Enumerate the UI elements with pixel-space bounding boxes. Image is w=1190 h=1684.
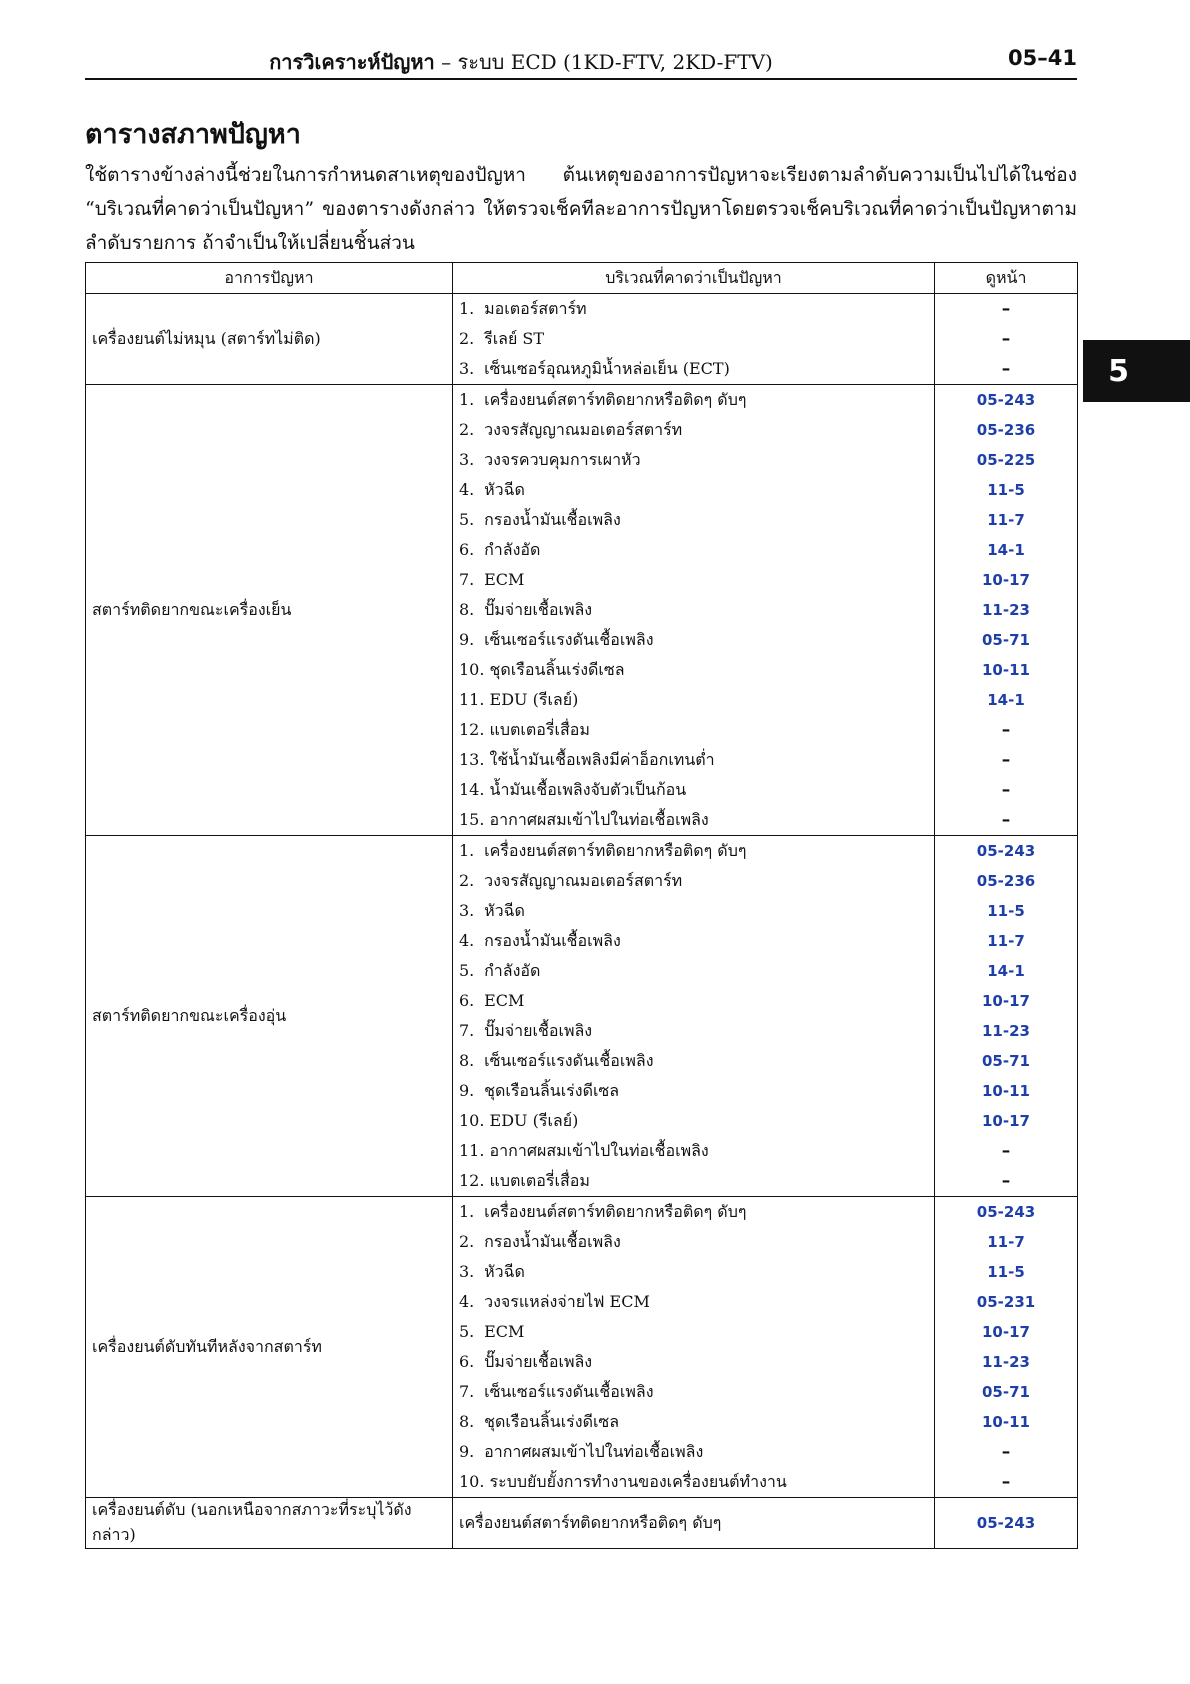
suspect-area-text: ชุดเรือนลิ้นเร่งดีเซล <box>484 1412 620 1431</box>
item-number: 12. <box>459 720 485 739</box>
symptom-cell: สตาร์ทติดยากขณะเครื่องอุ่น <box>86 836 453 1197</box>
suspect-area-item <box>453 535 934 565</box>
page-reference-link[interactable]: 11-7 <box>987 1233 1025 1251</box>
symptom-cell: เครื่องยนต์ไม่หมุน (สตาร์ทไม่ติด) <box>86 294 453 385</box>
suspect-area-list <box>453 1197 934 1497</box>
suspect-area-text: วงจรควบคุมการเผาหัว <box>484 450 641 469</box>
page-reference-link[interactable]: 05-71 <box>982 1052 1030 1070</box>
header-title <box>85 46 957 78</box>
suspect-area-text: EDU (รีเลย์) <box>489 1111 579 1130</box>
suspect-area-text: ECM <box>484 991 525 1010</box>
page-reference-link[interactable]: 05-71 <box>982 631 1030 649</box>
page-reference-link[interactable]: 05-236 <box>976 421 1036 439</box>
page-reference-link[interactable]: 14-1 <box>987 691 1025 709</box>
item-number: 9. <box>459 1442 475 1461</box>
suspect-area-text: แบตเตอรี่เสื่อม <box>489 1171 590 1190</box>
suspect-area-item <box>453 625 934 655</box>
suspect-area-text: อากาศผสมเข้าไปในท่อเชื้อเพลิง <box>484 1442 704 1461</box>
table-row <box>86 385 1078 836</box>
suspect-area-text: อากาศผสมเข้าไปในท่อเชื้อเพลิง <box>489 810 709 829</box>
suspect-area-item <box>453 1106 934 1136</box>
header-title-rest: – ระบบ ECD (1KD-FTV, 2KD-FTV) <box>434 50 773 74</box>
item-number: 8. <box>459 600 475 619</box>
suspect-area-text: ชุดเรือนลิ้นเร่งดีเซล <box>489 660 625 679</box>
suspect-area-item <box>453 775 934 805</box>
item-number: 2. <box>459 1232 475 1251</box>
page-reference-none: – <box>1001 1472 1011 1492</box>
suspect-area-item <box>453 475 934 505</box>
item-number: 4. <box>459 931 475 950</box>
header-suspect-area: บริเวณที่คาดว่าเป็นปัญหา <box>453 263 935 294</box>
see-page-list <box>935 294 1077 384</box>
see-page-cell <box>935 1498 1078 1549</box>
suspect-area-text: ชุดเรือนลิ้นเร่งดีเซล <box>484 1081 620 1100</box>
item-number: 6. <box>459 1352 475 1371</box>
item-number: 7. <box>459 1382 475 1401</box>
item-number: 8. <box>459 1051 475 1070</box>
item-number: 11. <box>459 690 485 709</box>
intro-paragraph <box>85 158 1077 260</box>
suspect-area-text: ECM <box>484 570 525 589</box>
symptom-cell: สตาร์ทติดยากขณะเครื่องเย็น <box>86 385 453 836</box>
see-page-cell <box>935 1197 1078 1498</box>
intro-text: ใช้ตารางข้างล่างนี้ช่วยในการกำหนดสาเหตุของปัญหา ต้นเหตุของอาการปัญหาจะเรียงตามลำดับความเป็นไปได้ในช่อง “บริเวณที่คาดว่าเป็นปัญหา” ของตารางดังกล่าว ให้ตรวจเช็คทีละอาการปัญหาโดยตรวจเช็คบริเวณที่คาดว่าเป็นปัญหาตามลำดับรายการ ถ้าจำเป็นให้เปลี่ยนชิ้นส่วน <box>85 164 1077 254</box>
suspect-area-item <box>453 1166 934 1196</box>
page-reference-link[interactable]: 11-5 <box>987 1263 1025 1281</box>
item-number: 2. <box>459 871 475 890</box>
suspect-area-text: EDU (รีเลย์) <box>489 690 579 709</box>
item-number: 9. <box>459 1081 475 1100</box>
suspect-area-text: หัวฉีด <box>484 1262 525 1281</box>
suspect-area-item <box>453 385 934 415</box>
page-reference-link[interactable]: 11-5 <box>987 902 1025 920</box>
section-title: ตารางสภาพปัญหา <box>85 119 301 150</box>
item-number: 1. <box>459 390 475 409</box>
suspect-area-text: ระบบยับยั้งการทำงานของเครื่องยนต์ทำงาน <box>489 1472 787 1491</box>
item-number: 5. <box>459 1322 475 1341</box>
item-number: 8. <box>459 1412 475 1431</box>
suspect-area-item <box>453 415 934 445</box>
suspect-area-cell <box>453 1498 935 1549</box>
suspect-area-cell <box>453 1197 935 1498</box>
page-reference-link[interactable]: 05-71 <box>982 1383 1030 1401</box>
page-reference-none: – <box>1001 1171 1011 1191</box>
page-reference-link[interactable]: 10-17 <box>982 1112 1030 1130</box>
suspect-area-text: ใช้น้ำมันเชื้อเพลิงมีค่าอ็อกเทนต่ำ <box>489 750 715 769</box>
page-number: 05–41 <box>1008 46 1077 70</box>
page-reference-link[interactable]: 11-23 <box>982 601 1030 619</box>
symptom-table <box>85 262 1078 1549</box>
suspect-area-item <box>453 1046 934 1076</box>
page-reference-link[interactable]: 10-11 <box>982 1413 1030 1431</box>
page-reference-link[interactable]: 11-5 <box>987 481 1025 499</box>
suspect-area-list <box>453 294 934 384</box>
page-reference-link[interactable]: 05-243 <box>976 842 1036 860</box>
header-title-bold: การวิเคราะห์ปัญหา <box>269 50 435 74</box>
page-reference-link[interactable]: 10-17 <box>982 1323 1030 1341</box>
item-number: 4. <box>459 480 475 499</box>
header-symptom: อาการปัญหา <box>86 263 453 294</box>
item-number: 9. <box>459 630 475 649</box>
item-number: 7. <box>459 1021 475 1040</box>
suspect-area-item <box>453 1407 934 1437</box>
suspect-area-text: แบตเตอรี่เสื่อม <box>489 720 590 739</box>
table-row <box>86 836 1078 1197</box>
item-number: 4. <box>459 1292 475 1311</box>
page-reference-none: – <box>1001 780 1011 800</box>
suspect-area-text: กำลังอัด <box>484 540 541 559</box>
page-reference-none: – <box>1001 720 1011 740</box>
item-number: 3. <box>459 1262 475 1281</box>
suspect-area-list <box>453 836 934 1196</box>
suspect-area-item <box>453 1347 934 1377</box>
see-page-list <box>935 385 1077 835</box>
page-reference-link[interactable]: 10-11 <box>982 661 1030 679</box>
item-number: 2. <box>459 329 475 348</box>
suspect-area-item <box>453 745 934 775</box>
suspect-area-text: วงจรสัญญาณมอเตอร์สตาร์ท <box>484 871 683 890</box>
item-number: 5. <box>459 510 475 529</box>
suspect-area-item <box>453 1076 934 1106</box>
page-reference-link[interactable]: 05-236 <box>976 872 1036 890</box>
suspect-area-cell <box>453 385 935 836</box>
suspect-area-text: กรองน้ำมันเชื้อเพลิง <box>484 931 621 950</box>
item-number: 6. <box>459 540 475 559</box>
suspect-area-item <box>453 655 934 685</box>
suspect-area-item <box>453 1287 934 1317</box>
suspect-area-item <box>453 354 934 384</box>
suspect-area-cell <box>453 836 935 1197</box>
page-reference-link[interactable]: 10-17 <box>982 992 1030 1010</box>
suspect-area-item <box>453 1377 934 1407</box>
suspect-area-item <box>453 565 934 595</box>
item-number: 10. <box>459 1111 485 1130</box>
page-reference-link[interactable]: 05-243 <box>976 1203 1036 1221</box>
suspect-area-text: อากาศผสมเข้าไปในท่อเชื้อเพลิง <box>489 1141 709 1160</box>
page-reference-none: – <box>1001 1442 1011 1462</box>
suspect-area-text: น้ำมันเชื้อเพลิงจับตัวเป็นก้อน <box>489 780 687 799</box>
page-reference-none: – <box>1001 359 1011 379</box>
suspect-area-item <box>453 1317 934 1347</box>
item-number: 3. <box>459 359 475 378</box>
item-number: 14. <box>459 780 485 799</box>
suspect-area-cell <box>453 294 935 385</box>
item-number: 11. <box>459 1141 485 1160</box>
page-reference-link[interactable]: 11-23 <box>982 1022 1030 1040</box>
suspect-area-item <box>453 1508 934 1538</box>
page-reference-link[interactable]: 11-7 <box>987 932 1025 950</box>
suspect-area-text: เครื่องยนต์สตาร์ทติดยากหรือติดๆ ดับๆ <box>484 1202 747 1221</box>
suspect-area-item <box>453 445 934 475</box>
page-reference-link[interactable]: 11-7 <box>987 511 1025 529</box>
suspect-area-text: หัวฉีด <box>484 901 525 920</box>
suspect-area-text: ปั๊มจ่ายเชื้อเพลิง <box>484 1352 593 1371</box>
suspect-area-item <box>453 715 934 745</box>
page-reference-none: – <box>1001 299 1011 319</box>
header-see-page: ดูหน้า <box>935 263 1078 294</box>
page-reference-link[interactable]: 10-11 <box>982 1082 1030 1100</box>
suspect-area-text: เครื่องยนต์สตาร์ทติดยากหรือติดๆ ดับๆ <box>459 1513 722 1532</box>
suspect-area-text: เครื่องยนต์สตาร์ทติดยากหรือติดๆ ดับๆ <box>484 390 747 409</box>
page-reference-none: – <box>1001 750 1011 770</box>
see-page-list <box>935 836 1077 1196</box>
suspect-area-list <box>453 1508 934 1538</box>
suspect-area-item <box>453 294 934 324</box>
item-number: 5. <box>459 961 475 980</box>
suspect-area-text: วงจรสัญญาณมอเตอร์สตาร์ท <box>484 420 683 439</box>
page-reference-none: – <box>1001 329 1011 349</box>
suspect-area-item <box>453 685 934 715</box>
suspect-area-text: เซ็นเซอร์แรงดันเชื้อเพลิง <box>484 1382 654 1401</box>
chapter-tab: 5 <box>1083 340 1190 402</box>
page-reference-link[interactable]: 14-1 <box>987 541 1025 559</box>
page-reference-link[interactable]: 05-225 <box>976 451 1036 469</box>
suspect-area-text: รีเลย์ ST <box>484 329 545 348</box>
suspect-area-item <box>453 1227 934 1257</box>
see-page-list <box>935 1508 1077 1538</box>
item-number: 6. <box>459 991 475 1010</box>
item-number: 3. <box>459 450 475 469</box>
suspect-area-text: เซ็นเซอร์อุณหภูมิน้ำหล่อเย็น (ECT) <box>484 359 730 378</box>
suspect-area-item <box>453 1257 934 1287</box>
suspect-area-item <box>453 1016 934 1046</box>
table-row <box>86 294 1078 385</box>
suspect-area-text: กรองน้ำมันเชื้อเพลิง <box>484 1232 621 1251</box>
page-header <box>85 40 1077 80</box>
suspect-area-text: หัวฉีด <box>484 480 525 499</box>
suspect-area-text: กรองน้ำมันเชื้อเพลิง <box>484 510 621 529</box>
table-header-row <box>86 263 1078 294</box>
symptom-cell: เครื่องยนต์ดับ (นอกเหนือจากสภาวะที่ระบุไว้ดังกล่าว) <box>86 1498 453 1549</box>
item-number: 10. <box>459 660 485 679</box>
suspect-area-item <box>453 896 934 926</box>
page-reference-link[interactable]: 05-231 <box>976 1293 1036 1311</box>
item-number: 12. <box>459 1171 485 1190</box>
page-reference-none: – <box>1001 810 1011 830</box>
suspect-area-list <box>453 385 934 835</box>
suspect-area-text: ปั๊มจ่ายเชื้อเพลิง <box>484 1021 593 1040</box>
item-number: 10. <box>459 1472 485 1491</box>
suspect-area-item <box>453 986 934 1016</box>
symptom-cell: เครื่องยนต์ดับทันทีหลังจากสตาร์ท <box>86 1197 453 1498</box>
item-number: 1. <box>459 299 475 318</box>
suspect-area-text: วงจรแหล่งจ่ายไฟ ECM <box>484 1292 650 1311</box>
suspect-area-item <box>453 926 934 956</box>
page-reference-link[interactable]: 10-17 <box>982 571 1030 589</box>
suspect-area-item <box>453 836 934 866</box>
suspect-area-item <box>453 595 934 625</box>
suspect-area-item <box>453 956 934 986</box>
suspect-area-text: กำลังอัด <box>484 961 541 980</box>
table-row <box>86 1498 1078 1549</box>
suspect-area-item <box>453 1467 934 1497</box>
suspect-area-text: เซ็นเซอร์แรงดันเชื้อเพลิง <box>484 630 654 649</box>
page-reference-link[interactable]: 05-243 <box>976 391 1036 409</box>
see-page-cell <box>935 836 1078 1197</box>
suspect-area-text: เครื่องยนต์สตาร์ทติดยากหรือติดๆ ดับๆ <box>484 841 747 860</box>
item-number: 1. <box>459 841 475 860</box>
page-reference-link[interactable]: 14-1 <box>987 962 1025 980</box>
page-reference-link[interactable]: 11-23 <box>982 1353 1030 1371</box>
page-reference-link[interactable]: 05-243 <box>976 1514 1036 1532</box>
table-row <box>86 1197 1078 1498</box>
item-number: 15. <box>459 810 485 829</box>
suspect-area-item <box>453 1136 934 1166</box>
suspect-area-item <box>453 1197 934 1227</box>
suspect-area-item <box>453 866 934 896</box>
item-number: 3. <box>459 901 475 920</box>
suspect-area-text: ปั๊มจ่ายเชื้อเพลิง <box>484 600 593 619</box>
suspect-area-text: เซ็นเซอร์แรงดันเชื้อเพลิง <box>484 1051 654 1070</box>
item-number: 1. <box>459 1202 475 1221</box>
see-page-cell <box>935 294 1078 385</box>
suspect-area-item <box>453 505 934 535</box>
suspect-area-text: ECM <box>484 1322 525 1341</box>
item-number: 7. <box>459 570 475 589</box>
see-page-list <box>935 1197 1077 1497</box>
item-number: 2. <box>459 420 475 439</box>
see-page-cell <box>935 385 1078 836</box>
suspect-area-item <box>453 805 934 835</box>
suspect-area-text: มอเตอร์สตาร์ท <box>484 299 587 318</box>
page-reference-none: – <box>1001 1141 1011 1161</box>
suspect-area-item <box>453 1437 934 1467</box>
suspect-area-item <box>453 324 934 354</box>
item-number: 13. <box>459 750 485 769</box>
table-body <box>86 294 1078 1549</box>
